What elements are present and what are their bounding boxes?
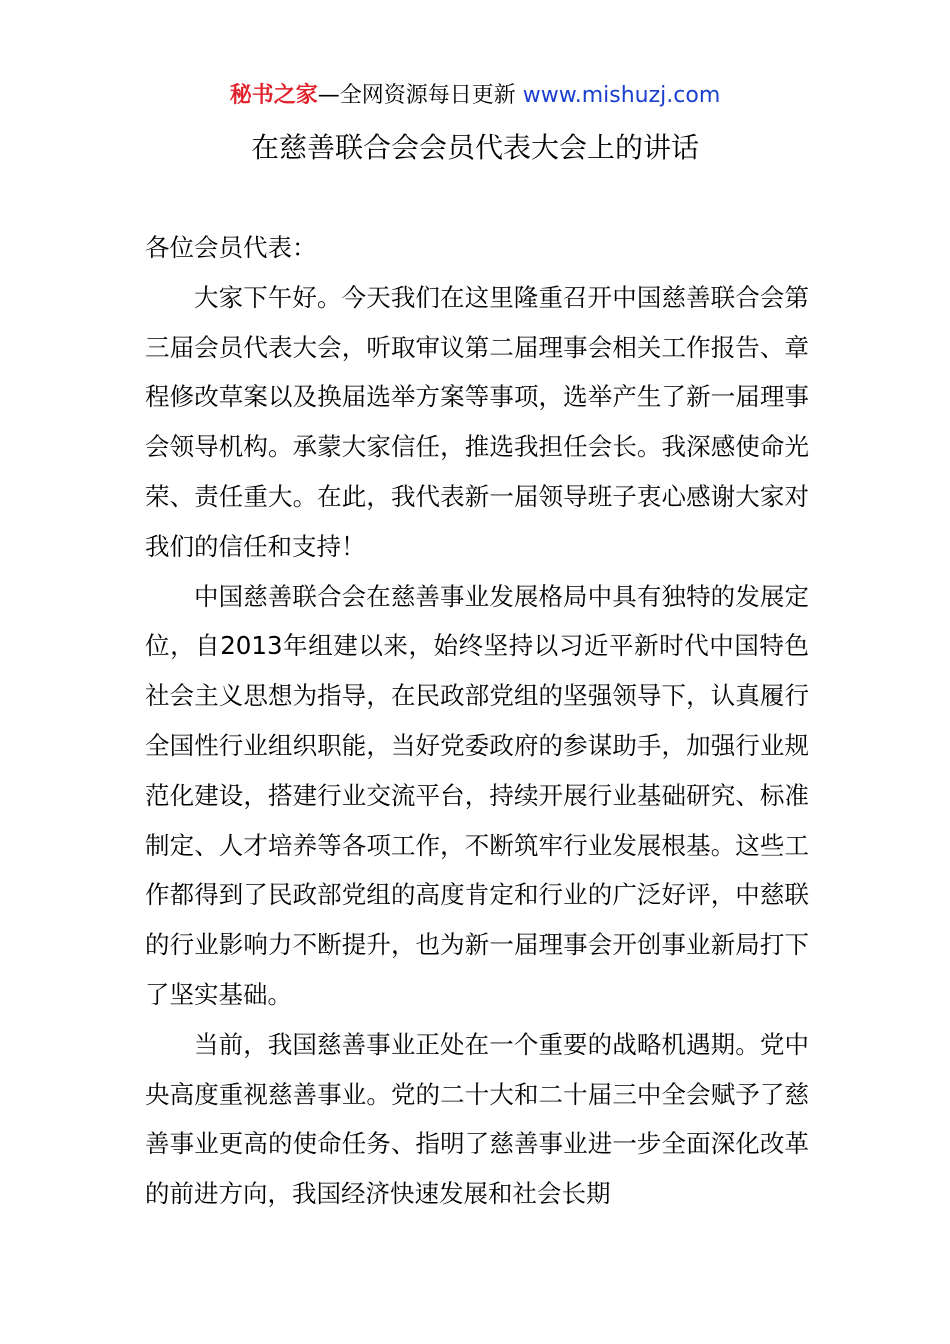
paragraph-3: 当前，我国慈善事业正处在一个重要的战略机遇期。党中央高度重视慈善事业。党的二十大和二十届三中全会赋予了慈善事业更高的使命任务、指明了慈善事业进一步全面深化改革的前进方向，我国经济快速发展和社会长期 xyxy=(145,1029,809,1209)
paragraph-1: 大家下午好。今天我们在这里隆重召开中国慈善联合会第三届会员代表大会，听取审议第二届理事会相关工作报告、章程修改草案以及换届选举方案等事项，选举产生了新一届理事会领导机构。承蒙大家信任，推选我担任会长。我深感使命光荣、责任重大。在此，我代表新一届领导班子衷心感谢大家对我们的信任和支持！ xyxy=(145,282,809,561)
document-body xyxy=(145,223,809,1219)
site-brand: 秘书之家 xyxy=(229,83,318,108)
site-tagline: —全网资源每日更新 xyxy=(317,83,523,108)
site-banner xyxy=(0,80,950,112)
salutation: 各位会员代表： xyxy=(145,233,317,262)
site-url[interactable]: www.mishuzj.com xyxy=(522,83,721,108)
paragraph-2: 中国慈善联合会在慈善事业发展格局中具有独特的发展定位，自2013年组建以来，始终坚持以习近平新时代中国特色社会主义思想为指导，在民政部党组的坚强领导下，认真履行全国性行业组织职能，当好党委政府的参谋助手，加强行业规范化建设，搭建行业交流平台，持续开展行业基础研究、标准制定、人才培养等各项工作，不断筑牢行业发展根基。这些工作都得到了民政部党组的高度肯定和行业的广泛好评，中慈联的行业影响力不断提升，也为新一届理事会开创事业新局打下了坚实基础。 xyxy=(145,581,809,1009)
document-title: 在慈善联合会会员代表大会上的讲话 xyxy=(250,131,699,164)
